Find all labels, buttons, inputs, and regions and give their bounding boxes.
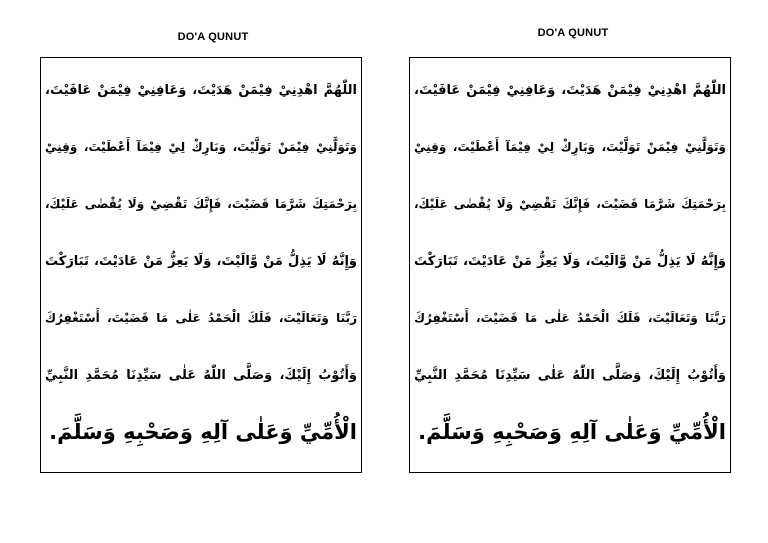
arabic-text-line: وَتَوَلَّنِيْ فِيْمَنْ تَوَلَّيْتَ، وَبَارِكْ لِيْ فِيْمَآ أَعْطَيْتَ، وَقِنِيْ	[45, 140, 357, 154]
arabic-text-line: الْأُمِّيِّ وَعَلٰى آلِهِ وَصَحْبِهِ وَسَلَّمَ.	[418, 420, 726, 444]
arabic-text-line: بِرَحْمَتِكَ شَرَّمَا قَضَيْتَ، فَإِنَّكَ تَقْضِيْ وَلَا يُقْضٰى عَلَيْكَ،	[45, 197, 357, 211]
arabic-text-line: وَتَوَلَّنِيْ فِيْمَنْ تَوَلَّيْتَ، وَبَارِكْ لِيْ فِيْمَآ أَعْطَيْتَ، وَقِنِيْ	[414, 140, 726, 154]
arabic-text-line: رَبَّنَا وَتَعَالَيْتَ، فَلَكَ الْحَمْدُ عَلٰى مَا قَضَيْتَ، أَسْتَغْفِرُكَ	[414, 311, 726, 325]
arabic-text-line: الْأُمِّيِّ وَعَلٰى آلِهِ وَصَحْبِهِ وَسَلَّمَ.	[49, 420, 357, 444]
arabic-text-frame	[40, 57, 362, 473]
doa-panel-right	[409, 0, 731, 543]
arabic-text-frame	[409, 57, 731, 473]
doa-panel-left	[40, 0, 362, 543]
panel-title: DO'A QUNUT	[537, 27, 609, 39]
arabic-text-block	[45, 62, 357, 468]
panel-title: DO'A QUNUT	[177, 31, 249, 43]
arabic-text-line: وَإِنَّهُ لَا يَذِلُّ مَنْ وَّالَيْتَ، وَلَا يَعِزُّ مَنْ عَادَيْتَ، تَبَارَكْتَ	[414, 254, 726, 269]
arabic-text-line: اللّٰهُمَّ اهْدِنِيْ فِيْمَنْ هَدَيْتَ، وَعَافِنِيْ فِيْمَنْ عَافَيْتَ،	[45, 83, 357, 98]
arabic-text-block	[414, 62, 726, 468]
arabic-text-line: وَإِنَّهُ لَا يَذِلُّ مَنْ وَّالَيْتَ، وَلَا يَعِزُّ مَنْ عَادَيْتَ، تَبَارَكْتَ	[45, 254, 357, 269]
arabic-text-line: وَأَتُوْبُ إِلَيْكَ، وَصَلَّى اللّٰهُ عَلٰى سَيِّدِنَا مُحَمَّدِ النَّبِيِّ	[45, 368, 357, 383]
arabic-text-line: وَأَتُوْبُ إِلَيْكَ، وَصَلَّى اللّٰهُ عَلٰى سَيِّدِنَا مُحَمَّدِ النَّبِيِّ	[414, 368, 726, 383]
arabic-text-line: رَبَّنَا وَتَعَالَيْتَ، فَلَكَ الْحَمْدُ عَلٰى مَا قَضَيْتَ، أَسْتَغْفِرُكَ	[45, 311, 357, 325]
arabic-text-line: بِرَحْمَتِكَ شَرَّمَا قَضَيْتَ، فَإِنَّكَ تَقْضِيْ وَلَا يُقْضٰى عَلَيْكَ،	[414, 197, 726, 211]
arabic-text-line: اللّٰهُمَّ اهْدِنِيْ فِيْمَنْ هَدَيْتَ، وَعَافِنِيْ فِيْمَنْ عَافَيْتَ،	[414, 83, 726, 98]
